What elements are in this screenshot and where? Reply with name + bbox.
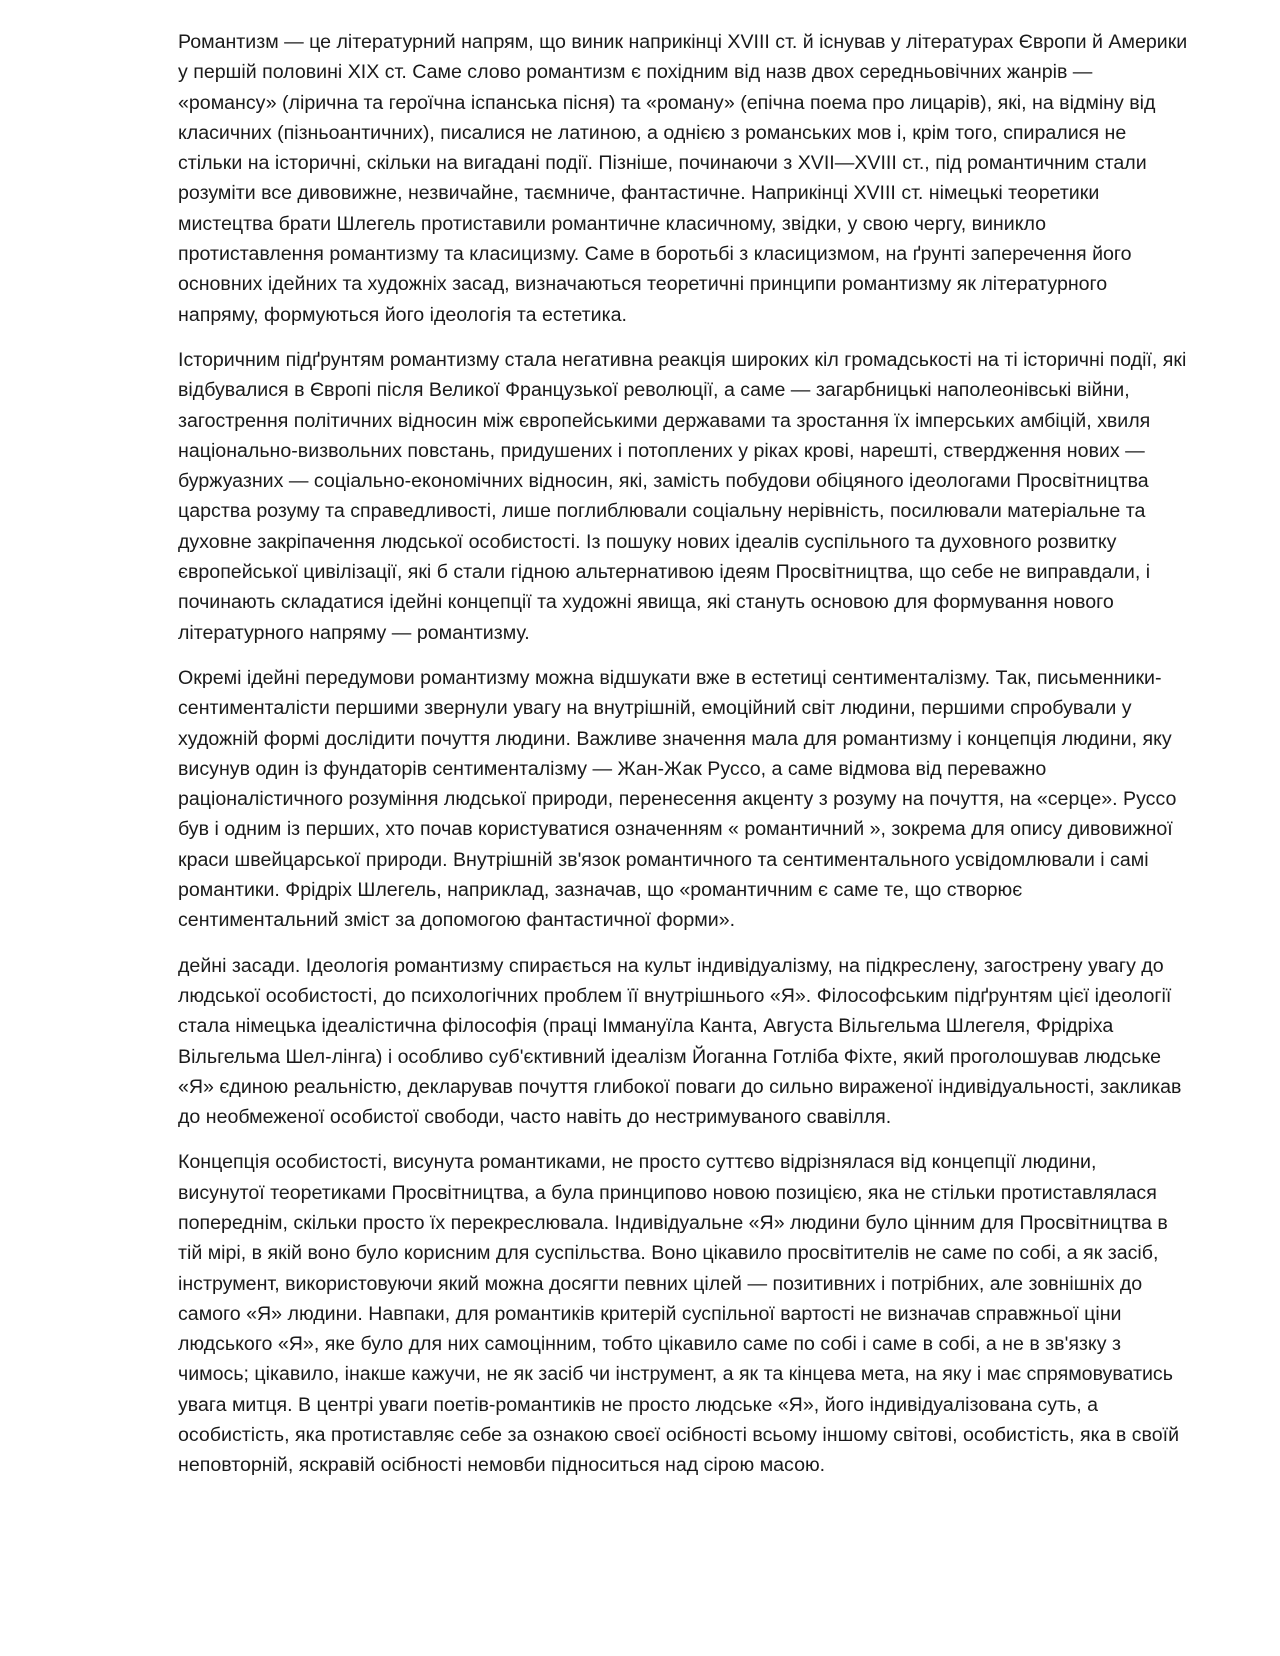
- paragraph-origin-of-romanticism: Романтизм — це літературний напрям, що виник наприкінці XVIII ст. й існував у літературах Європи й Америки у першій половині XIX ст. Саме слово романтизм є похідним від назв двох середньовічних жанрів — «романсу» (лірична та героїчна іспанська пісня) та «роману» (епічна поема про лицарів), які, на відміну від класичних (пізньоантичних), писалися не латиною, а однією з романських мов і, крім того, спиралися не стільки на історичні, скільки на вигадані події. Пізніше, починаючи з XVII—XVIII ст., під романтичним стали розуміти все дивовижне, незвичайне, таємниче, фантастичне. Наприкінці XVIII ст. німецькі теоретики мистецтва брати Шлегель протиставили романтичне класичному, звідки, у свою чергу, виникло протиставлення романтизму та класицизму. Саме в боротьбі з класицизмом, на ґрунті заперечення його основних ідейних та художніх засад, визначаються теоретичні принципи романтизму як літературного напряму, формуються його ідеологія та естетика.: [178, 31, 1188, 326]
- paragraph-historical-background: Історичним підґрунтям романтизму стала негативна реакція широких кіл громадськості на ті історичні події, які відбувалися в Європі після Великої Французької революції, а саме — загарбницькі наполеонівські війни, загострення політичних відносин між європейськими державами та зростання їх імперських амбіцій, хвиля національно-визвольних повстань, придушених і потоплених у ріках крові, нарешті, ствердження нових — буржуазних — соціально-економічних відносин, які, замість побудови обіцяного ідеологами Просвітництва царства розуму та справедливості, лише поглиблювали соціальну нерівність, посилювали матеріальне та духовне закріпачення людської особистості. Із пошуку нових ідеалів суспільного та духовного розвитку європейської цивілізації, які б стали гідною альтернативою ідеям Просвітництва, що себе не виправдали, і починають складатися ідейні концепції та художні явища, які стануть основою для формування нового літературного напряму — романтизму.: [178, 348, 1187, 644]
- paragraph-concept-of-personality: Концепція особистості, висунута романтиками, не просто суттєво відрізнялася від концепції людини, висунутої теоретиками Просвітництва, а була принципово новою позицією, яка не стільки протиставлялася попереднім, скільки просто їх перекреслювала. Індивідуальне «Я» людини було цінним для Просвітництва в тій мірі, в якій воно було корисним для суспільства. Воно цікавило просвітителів не саме по собі, а як засіб, інструмент, використовуючи який можна досягти певних цілей — позитивних і потрібних, але зовнішніх до самого «Я» людини. Навпаки, для романтиків критерій суспільної вартості не визначав справжньої ціни людського «Я», яке було для них самоцінним, тобто цікавило саме по собі і саме в собі, а не в зв'язку з чимось; цікавило, інакше кажучи, не як засіб чи інструмент, а як та кінцева мета, на яку і має спрямовуватись увага митця. В центрі уваги поетів-романтиків не просто людське «Я», його індивідуалізована суть, а особистість, яка протиставляє себе за ознакою своєї осібності всьому іншому світові, особистість, яка в своїй неповторній, яскравій осібності немовби підноситься над сірою масою.: [178, 1151, 1180, 1477]
- paragraph-sentimentalism-premises: Окремі ідейні передумови романтизму можна відшукати вже в естетиці сентименталізму. Так, письменники-сентименталісти першими звернули увагу на внутрішній, емоційний світ людини, першими спробували у художній формі дослідити почуття людини. Важливе значення мала для романтизму і концепція людини, яку висунув один із фундаторів сентименталізму — Жан-Жак Руссо, а саме відмова від переважно раціоналістичного розуміння людської природи, перенесення акценту з розуму на почуття, на «серце». Руссо був і одним із перших, хто почав користуватися означенням « романтичний », зокрема для опису дивовижної краси швейцарської природи. Внутрішній зв'язок романтичного та сентиментального усвідомлювали і самі романтики. Фрідріх Шлегель, наприклад, зазначав, що «романтичним є саме те, що створює сентиментальний зміст за допомогою фантастичної форми».: [178, 666, 1177, 932]
- document-body: [178, 27, 1188, 1496]
- paragraph-ideological-principles: дейні засади. Ідеологія романтизму спирається на культ індивідуалізму, на підкреслену, загострену увагу до людської особистості, до психологічних проблем її внутрішнього «Я». Філософським підґрунтям цієї ідеології стала німецька ідеалістична філософія (праці Іммануїла Канта, Августа Вільгельма Шлегеля, Фрідріха Вільгельма Шел-лінга) і особливо суб'єктивний ідеалізм Йоганна Готліба Фіхте, який проголошував людське «Я» єдиною реальністю, декларував почуття глибокої поваги до сильно вираженої індивідуальності, закликав до необмеженої особистої свободи, часто навіть до нестримуваного свавілля.: [178, 954, 1182, 1129]
